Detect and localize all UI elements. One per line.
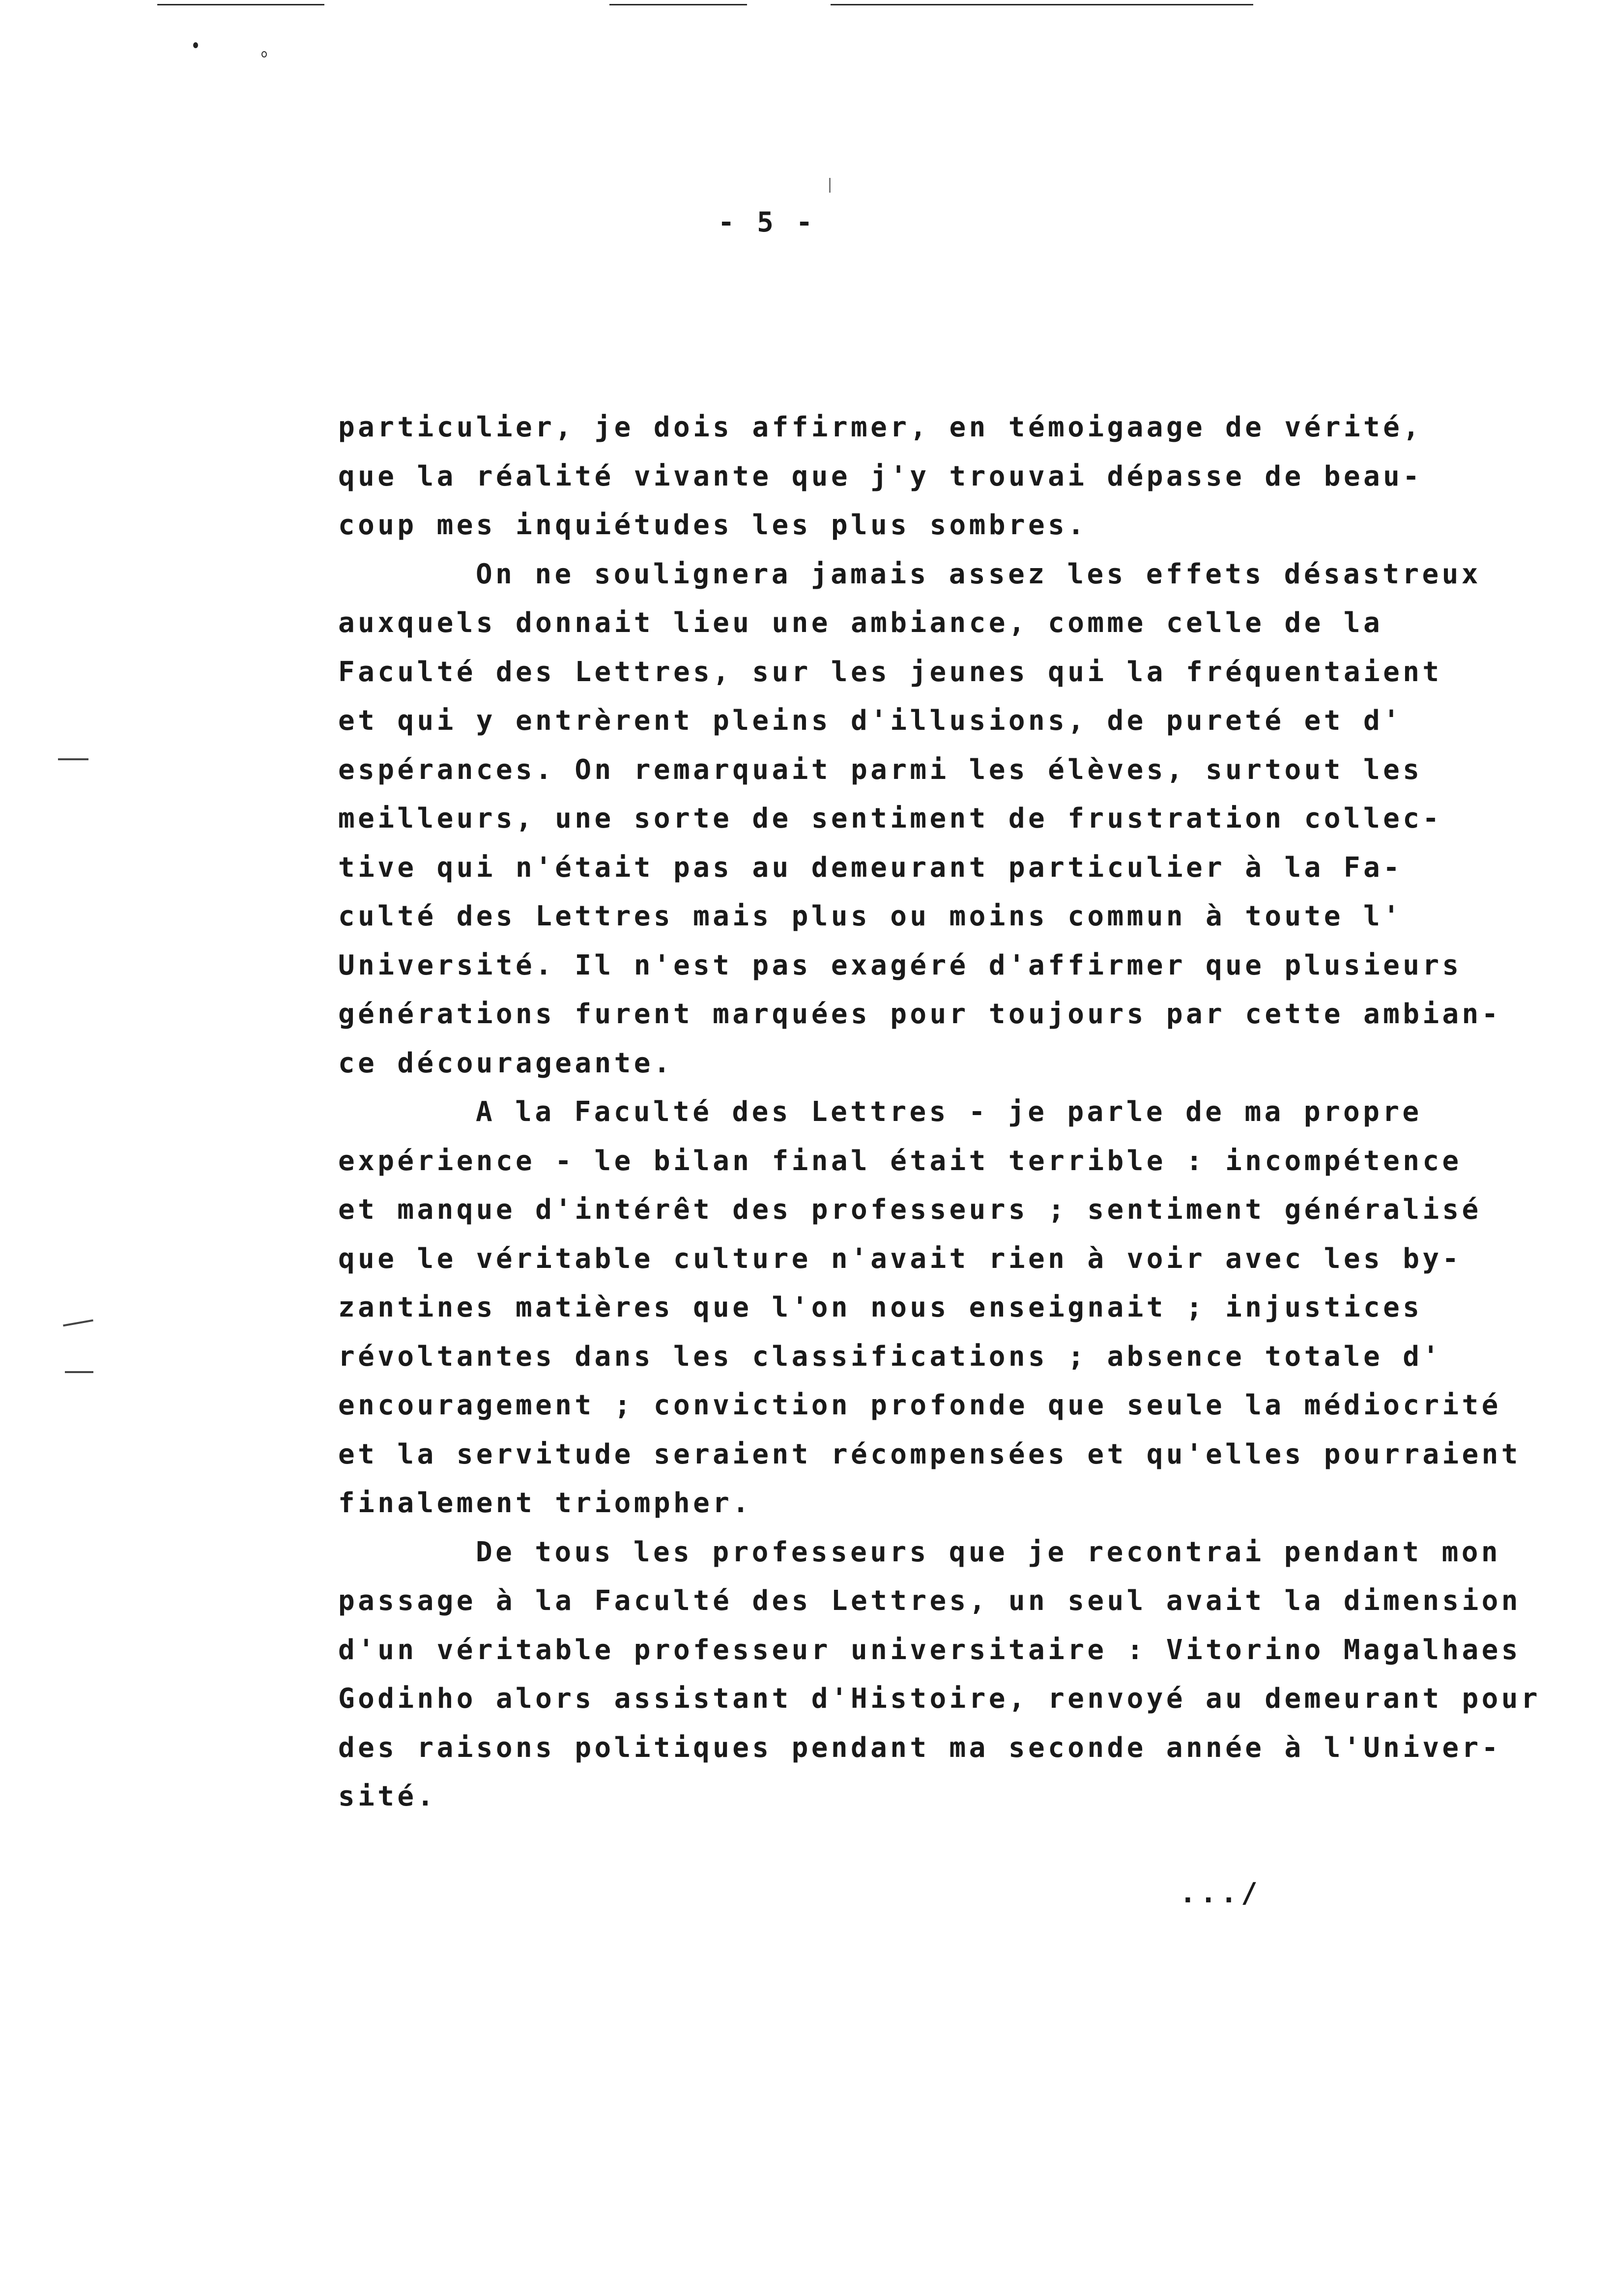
text-line: finalement triompher.	[338, 1487, 752, 1519]
text-line: sité.	[338, 1780, 437, 1812]
text-line: espérances. On remarquait parmi les élèves, surtout les	[338, 753, 1423, 786]
text-line: auxquels donnait lieu une ambiance, comme celle de la	[338, 607, 1383, 639]
margin-mark	[65, 1371, 93, 1373]
top-rule-left	[157, 4, 324, 5]
text-line: ce décourageante.	[338, 1047, 673, 1079]
text-line: générations furent marquées pour toujours par cette ambian-	[338, 998, 1501, 1030]
text-line: culté des Lettres mais plus ou moins commun à toute l'	[338, 900, 1403, 932]
ink-speck	[193, 42, 198, 48]
text-line: encouragement ; conviction profonde que seule la médiocrité	[338, 1389, 1501, 1421]
text-line: On ne soulignera jamais assez les effets désastreux	[476, 558, 1481, 590]
text-line: expérience - le bilan final était terrible : incompétence	[338, 1145, 1462, 1177]
text-line: A la Faculté des Lettres - je parle de ma propre	[476, 1096, 1422, 1128]
text-line: et qui y entrèrent pleins d'illusions, de pureté et d'	[338, 705, 1403, 737]
text-line: zantines matières que l'on nous enseignait ; injustices	[338, 1292, 1423, 1323]
text-line: tive qui n'était pas au demeurant particulier à la Fa-	[338, 851, 1403, 884]
text-line: que le véritable culture n'avait rien à voir avec les by-	[338, 1242, 1462, 1275]
text-line: Faculté des Lettres, sur les jeunes qui la fréquentaient	[338, 656, 1442, 688]
top-rule-right	[831, 4, 1253, 5]
continuation-mark: .../	[1180, 1877, 1262, 1909]
ink-speck	[829, 178, 831, 193]
top-rule-middle	[609, 4, 747, 5]
text-line: et manque d'intérêt des professeurs ; sentiment généralisé	[338, 1194, 1482, 1226]
text-line: Godinho alors assistant d'Histoire, renvoyé au demeurant pour	[338, 1683, 1541, 1715]
text-line: De tous les professeurs que je recontrai pendant mon	[476, 1536, 1501, 1568]
body-text	[338, 403, 1541, 1821]
ink-speck	[261, 51, 267, 57]
page-number: - 5 -	[718, 206, 816, 238]
margin-mark	[63, 1320, 93, 1327]
text-line: passage à la Faculté des Lettres, un seul avait la dimension	[338, 1585, 1521, 1617]
text-line: Université. Il n'est pas exagéré d'affirmer que plusieurs	[338, 949, 1462, 981]
text-line: que la réalité vivante que j'y trouvai dépasse de beau-	[338, 460, 1423, 492]
text-line: coup mes inquiétudes les plus sombres.	[338, 509, 1088, 541]
text-line: révoltantes dans les classifications ; absence totale d'	[338, 1340, 1442, 1373]
text-line: des raisons politiques pendant ma seconde année à l'Univer-	[338, 1731, 1501, 1764]
margin-mark	[58, 758, 88, 760]
text-line: meilleurs, une sorte de sentiment de frustration collec-	[338, 803, 1442, 834]
text-line: d'un véritable professeur universitaire : Vitorino Magalhaes	[338, 1634, 1521, 1666]
text-line: particulier, je dois affirmer, en témoigaage de vérité,	[338, 411, 1423, 443]
text-line: et la servitude seraient récompensées et qu'elles pourraient	[338, 1438, 1521, 1470]
